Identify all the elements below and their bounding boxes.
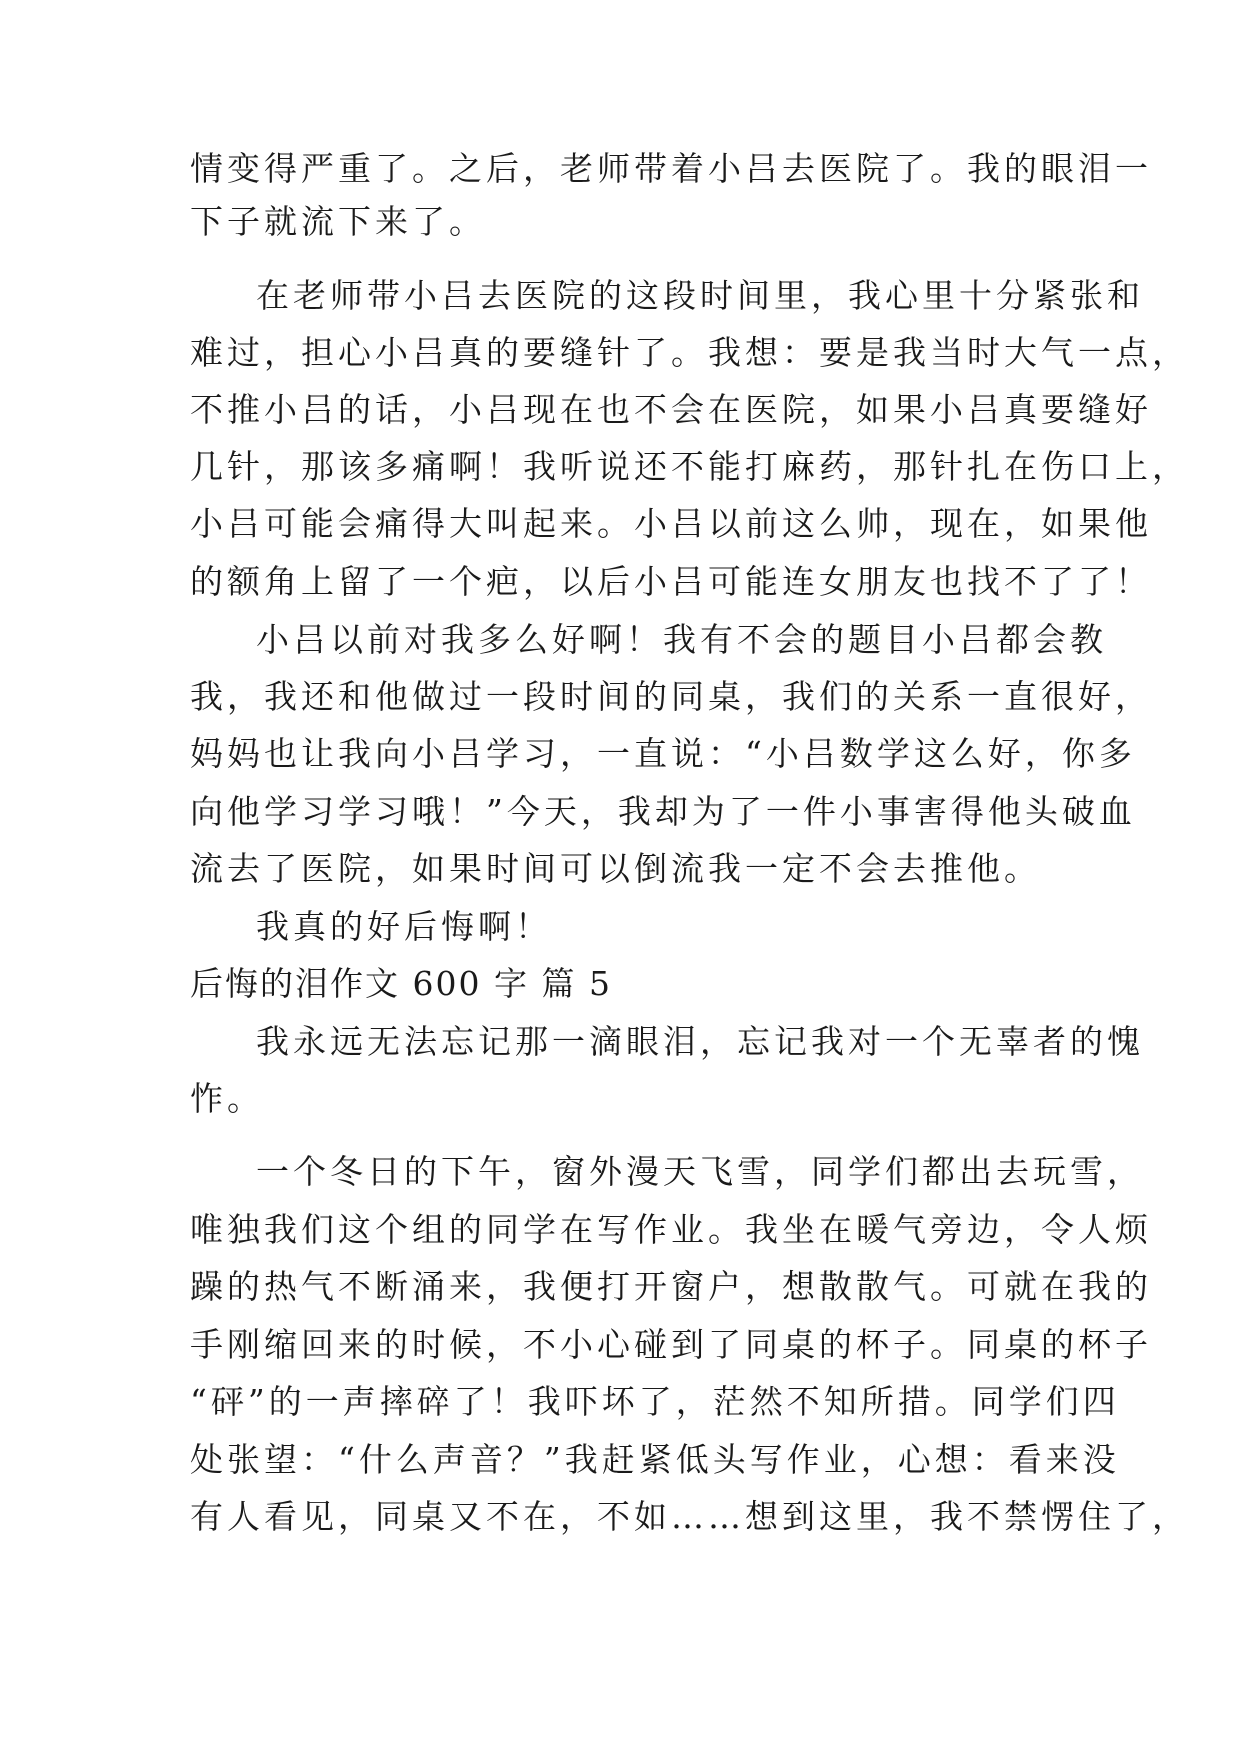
paragraph-line: 一个冬日的下午，窗外漫天飞雪，同学们都出去玩雪，	[256, 1152, 1144, 1191]
paragraph-line: 我真的好后悔啊！	[256, 907, 552, 946]
paragraph-line: 怍。	[190, 1079, 264, 1118]
paragraph-line: 流去了医院，如果时间可以倒流我一定不会去推他。	[190, 849, 1041, 888]
paragraph-line: 几针，那该多痛啊！我听说还不能打麻药，那针扎在伤口上，	[190, 447, 1189, 486]
paragraph-line: 手刚缩回来的时候，不小心碰到了同桌的杯子。同桌的杯子	[190, 1325, 1152, 1364]
paragraph-line: 我永远无法忘记那一滴眼泪，忘记我对一个无辜者的愧	[256, 1022, 1144, 1061]
paragraph-line: 小吕以前对我多么好啊！我有不会的题目小吕都会教	[256, 620, 1107, 659]
paragraph-line: 我，我还和他做过一段时间的同桌，我们的关系一直很好，	[190, 677, 1152, 716]
section-heading: 后悔的泪作文 600 字 篇 5	[190, 964, 612, 1003]
paragraph-line: 情变得严重了。之后，老师带着小吕去医院了。我的眼泪一	[190, 149, 1152, 188]
paragraph-line: 的额角上留了一个疤，以后小吕可能连女朋友也找不了了！	[190, 562, 1152, 601]
paragraph-line: 难过，担心小吕真的要缝针了。我想：要是我当时大气一点，	[190, 333, 1189, 372]
paragraph-line: 唯独我们这个组的同学在写作业。我坐在暖气旁边，令人烦	[190, 1210, 1152, 1249]
paragraph-line: 有人看见，同桌又不在，不如……想到这里，我不禁愣住了，	[190, 1497, 1189, 1536]
paragraph-line: 在老师带小吕去医院的这段时间里，我心里十分紧张和	[256, 276, 1144, 315]
paragraph-line: 下子就流下来了。	[190, 202, 486, 241]
paragraph-line: “砰”的一声摔碎了！我吓坏了，茫然不知所措。同学们四	[190, 1382, 1120, 1421]
paragraph-line: 不推小吕的话，小吕现在也不会在医院，如果小吕真要缝好	[190, 390, 1152, 429]
paragraph-line: 向他学习学习哦！”今天，我却为了一件小事害得他头破血	[190, 792, 1136, 831]
paragraph-line: 妈妈也让我向小吕学习，一直说：“小吕数学这么好，你多	[190, 734, 1136, 773]
paragraph-line: 处张望：“什么声音？”我赶紧低头写作业，心想：看来没	[190, 1440, 1120, 1479]
paragraph-line: 躁的热气不断涌来，我便打开窗户，想散散气。可就在我的	[190, 1267, 1152, 1306]
paragraph-line: 小吕可能会痛得大叫起来。小吕以前这么帅，现在，如果他	[190, 504, 1152, 543]
